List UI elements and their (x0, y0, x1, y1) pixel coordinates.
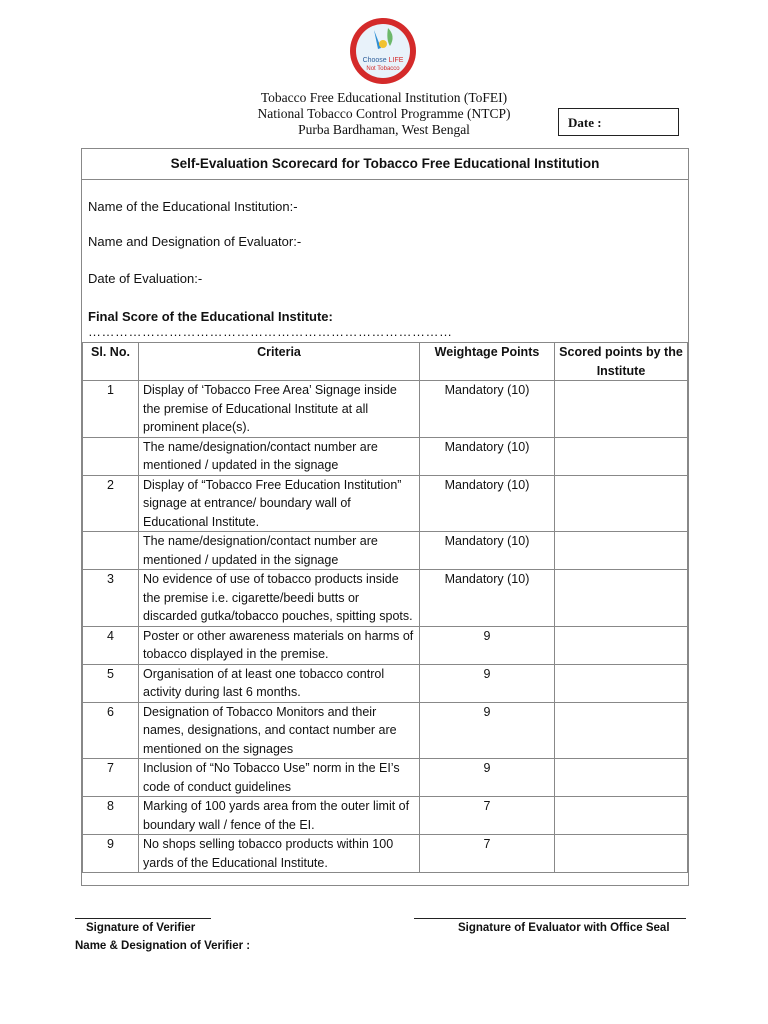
evaluation-date-field[interactable]: Date of Evaluation:- (88, 271, 203, 286)
row-criteria: No shops selling tobacco products within 100 yards of the Educational Institute. (139, 835, 420, 873)
row-sl-no: 5 (83, 664, 139, 702)
row-scored-points[interactable] (555, 475, 688, 532)
row-scored-points[interactable] (555, 570, 688, 627)
row-sl-no: 8 (83, 797, 139, 835)
row-weightage: 9 (420, 626, 555, 664)
row-weightage: Mandatory (10) (420, 570, 555, 627)
row-sl-no: 6 (83, 702, 139, 759)
row-scored-points[interactable] (555, 702, 688, 759)
row-sl-no: 3 (83, 570, 139, 627)
row-sl-no: 4 (83, 626, 139, 664)
row-weightage: Mandatory (10) (420, 381, 555, 438)
row-criteria: Inclusion of “No Tobacco Use” norm in the EI’s code of conduct guidelines (139, 759, 420, 797)
score-table (82, 342, 688, 873)
table-row (83, 570, 688, 627)
table-row (83, 664, 688, 702)
ntcp-logo (348, 16, 418, 86)
header-sl-no: Sl. No. (83, 343, 139, 381)
row-scored-points[interactable] (555, 381, 688, 438)
verifier-signature-line (75, 918, 211, 919)
row-scored-points[interactable] (555, 626, 688, 664)
table-row (83, 437, 688, 475)
header-line-1: Tobacco Free Educational Institution (ToFEI) (260, 90, 508, 105)
date-field[interactable] (558, 108, 679, 136)
row-criteria: The name/designation/contact number are mentioned / updated in the signage (139, 532, 420, 570)
row-weightage: Mandatory (10) (420, 475, 555, 532)
header-line-3: Purba Bardhaman, West Bengal (298, 122, 470, 137)
row-weightage: 7 (420, 797, 555, 835)
row-sl-no: 2 (83, 475, 139, 532)
row-scored-points[interactable] (555, 664, 688, 702)
final-score-field[interactable] (88, 309, 688, 339)
header-line-2: National Tobacco Control Programme (NTCP) (257, 106, 511, 121)
row-criteria: No evidence of use of tobacco products inside the premise i.e. cigarette/beedi butts or discarded gutka/tobacco pouches, spitting spots. (139, 570, 420, 627)
row-scored-points[interactable] (555, 797, 688, 835)
row-sl-no (83, 437, 139, 475)
header-weightage: Weightage Points (420, 343, 555, 381)
row-weightage: 9 (420, 702, 555, 759)
row-sl-no: 1 (83, 381, 139, 438)
row-scored-points[interactable] (555, 437, 688, 475)
svg-text:Not Tobacco: Not Tobacco (366, 66, 400, 72)
table-row (83, 702, 688, 759)
row-sl-no: 9 (83, 835, 139, 873)
row-sl-no (83, 532, 139, 570)
evaluator-signature-label: Signature of Evaluator with Office Seal (458, 922, 670, 934)
header-criteria: Criteria (139, 343, 420, 381)
scorecard-form (81, 148, 689, 886)
row-criteria: Marking of 100 yards area from the outer limit of boundary wall / fence of the EI. (139, 797, 420, 835)
table-row (83, 381, 688, 438)
table-row (83, 532, 688, 570)
row-scored-points[interactable] (555, 759, 688, 797)
final-score-label: Final Score of the Educational Institute: (88, 309, 333, 324)
form-title: Self-Evaluation Scorecard for Tobacco Free Educational Institution (82, 149, 688, 180)
svg-text:Choose LIFE: Choose LIFE (362, 57, 404, 64)
verifier-name-label: Name & Designation of Verifier : (75, 940, 251, 952)
header-scored: Scored points by the Institute (555, 343, 688, 381)
row-weightage: Mandatory (10) (420, 437, 555, 475)
row-criteria: The name/designation/contact number are mentioned / updated in the signage (139, 437, 420, 475)
evaluator-field[interactable]: Name and Designation of Evaluator:- (88, 234, 302, 249)
row-criteria: Display of ‘Tobacco Free Area’ Signage inside the premise of Educational Institute at all prominent place(s). (139, 381, 420, 438)
row-criteria: Display of “Tobacco Free Education Institution” signage at entrance/ boundary wall of Educational Institute. (139, 475, 420, 532)
date-label: Date : (568, 115, 602, 130)
row-weightage: Mandatory (10) (420, 532, 555, 570)
row-criteria: Designation of Tobacco Monitors and their names, designations, and contact number are mentioned on the signages (139, 702, 420, 759)
row-sl-no: 7 (83, 759, 139, 797)
evaluator-signature-line (414, 918, 686, 919)
table-header-row (83, 343, 688, 381)
row-criteria: Organisation of at least one tobacco control activity during last 6 months. (139, 664, 420, 702)
row-weightage: 7 (420, 835, 555, 873)
verifier-signature-label: Signature of Verifier (86, 922, 196, 934)
row-scored-points[interactable] (555, 835, 688, 873)
row-scored-points[interactable] (555, 532, 688, 570)
table-row (83, 759, 688, 797)
table-row (83, 797, 688, 835)
row-weightage: 9 (420, 664, 555, 702)
table-row (83, 835, 688, 873)
final-score-dots: ……………………………………………………………………… (88, 324, 453, 339)
institution-name-field[interactable]: Name of the Educational Institution:- (88, 199, 298, 214)
row-weightage: 9 (420, 759, 555, 797)
table-row (83, 475, 688, 532)
row-criteria: Poster or other awareness materials on harms of tobacco displayed in the premise. (139, 626, 420, 664)
table-row (83, 626, 688, 664)
